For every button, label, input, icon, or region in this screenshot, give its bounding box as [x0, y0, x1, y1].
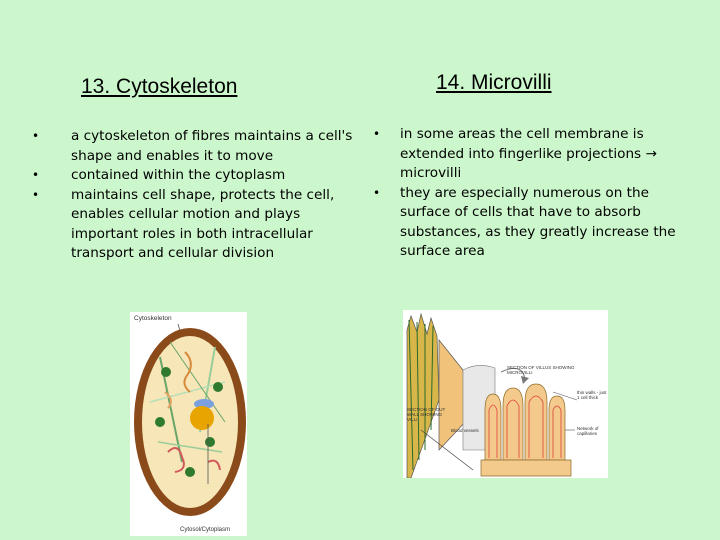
microvilli-diagram — [403, 310, 608, 478]
bullet-item: • they are especially numerous on the surface of cells that have to absorb substances, as they greatly increase the surface area — [373, 184, 676, 259]
cytoskeleton-bullet-list — [32, 127, 356, 264]
figure-label-gut-wall: SECTION OF GUT WALL SHOWING VILLI — [407, 407, 446, 422]
bullet-item: • maintains cell shape, protects the cell, enables cellular motion and plays important roles in both intracellular transport and cellular division — [32, 186, 335, 261]
figure-label-section-villus: SECTION OF VILLUS SHOWING MICROVILLI — [507, 365, 575, 375]
figure-label-cytosol: Cytosol/Cytoplasm — [180, 527, 231, 533]
bullet-item: • a cytoskeleton of fibres maintains a cell's shape and enables it to move — [32, 128, 353, 164]
bullet-dot-icon: • — [32, 187, 40, 202]
section-title-cytoskeleton: 13. Cytoskeleton — [81, 75, 238, 98]
bullet-dot-icon: • — [373, 127, 381, 141]
bullet-item: • in some areas the cell membrane is extended into fingerlike projections → microvilli — [373, 126, 657, 181]
cytoskeleton-cell-diagram — [130, 312, 247, 536]
bullet-dot-icon: • — [373, 185, 381, 200]
nucleus — [190, 406, 214, 430]
microvilli-bullet-list — [373, 125, 682, 262]
bullet-item: • contained within the cytoplasm — [71, 166, 356, 186]
cell-illustration — [130, 312, 247, 536]
bullet-dot-icon: • — [32, 168, 40, 182]
figure-label-thin-walls: thin walls - just 1 cell thick — [577, 390, 607, 400]
section-title-microvilli: 14. Microvilli — [436, 71, 552, 94]
figure-label-blood-vessels: Blood vessels — [451, 428, 479, 433]
figure-label-capillaries: Network of capillaries — [577, 426, 599, 436]
bullet-dot-icon: • — [32, 129, 40, 143]
figure-label-cytoskeleton: Cytoskeleton — [134, 315, 172, 322]
